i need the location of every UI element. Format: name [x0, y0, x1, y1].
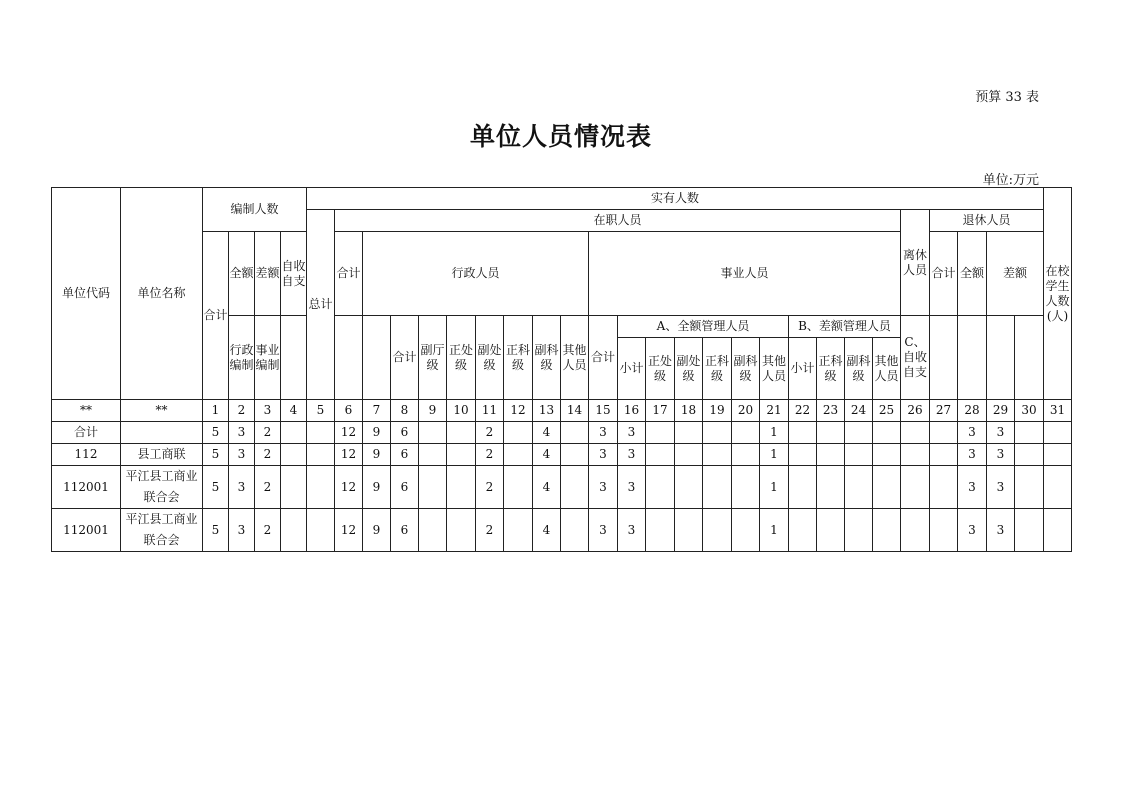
header-xz-heji: 合计 — [391, 316, 419, 400]
header-b-xiaoji: 小计 — [789, 338, 817, 400]
table-cell — [419, 509, 447, 552]
header-sy-heji: 合计 — [589, 316, 618, 400]
table-cell — [646, 422, 675, 444]
table-cell: 2 — [476, 466, 504, 509]
table-cell: 3 — [987, 509, 1015, 552]
table-cell — [675, 422, 703, 444]
header-b-group: B、差额管理人员 — [789, 316, 901, 338]
table-cell — [789, 509, 817, 552]
table-cell — [873, 466, 901, 509]
table-cell — [845, 444, 873, 466]
table-cell: 3 — [987, 422, 1015, 444]
header-shiye: 事业人员 — [589, 232, 901, 316]
table-cell — [703, 422, 732, 444]
header-fu-ting: 副厅级 — [419, 316, 447, 400]
table-cell: 2 — [476, 509, 504, 552]
cell-unit-name — [121, 422, 203, 444]
header-qita: 其他人员 — [561, 316, 589, 400]
column-number: 21 — [760, 400, 789, 422]
table-cell — [901, 444, 930, 466]
table-cell — [817, 444, 845, 466]
column-number: 28 — [958, 400, 987, 422]
table-cell: 6 — [391, 509, 419, 552]
table-cell — [1015, 509, 1044, 552]
table-cell: 1 — [760, 444, 789, 466]
table-cell: 3 — [589, 466, 618, 509]
table-cell — [930, 466, 958, 509]
column-number: ** — [121, 400, 203, 422]
table-cell — [447, 444, 476, 466]
table-cell: 9 — [363, 466, 391, 509]
table-cell — [703, 466, 732, 509]
table-cell — [675, 444, 703, 466]
table-cell — [504, 466, 533, 509]
table-cell: 3 — [589, 422, 618, 444]
table-cell — [845, 509, 873, 552]
table-cell — [703, 444, 732, 466]
table-cell — [930, 509, 958, 552]
table-cell: 12 — [335, 466, 363, 509]
header-a-fu-chu: 副处级 — [675, 338, 703, 400]
table-cell: 3 — [987, 444, 1015, 466]
table-cell — [789, 466, 817, 509]
table-cell: 1 — [760, 422, 789, 444]
table-cell — [281, 444, 307, 466]
table-cell: 4 — [533, 422, 561, 444]
table-cell — [646, 466, 675, 509]
table-cell — [561, 509, 589, 552]
table-cell — [307, 466, 335, 509]
table-cell: 2 — [255, 466, 281, 509]
header-tuixiu-quane: 全额 — [958, 232, 987, 316]
header-a-zheng-ke: 正科级 — [703, 338, 732, 400]
table-cell — [930, 444, 958, 466]
table-cell: 3 — [958, 466, 987, 509]
table-row — [52, 444, 1072, 466]
table-cell: 6 — [391, 422, 419, 444]
column-number: 9 — [419, 400, 447, 422]
table-cell: 4 — [533, 509, 561, 552]
header-a-zheng-chu: 正处级 — [646, 338, 675, 400]
column-number: 20 — [732, 400, 760, 422]
table-cell — [901, 509, 930, 552]
column-number-row — [52, 400, 1072, 422]
table-cell — [873, 444, 901, 466]
header-tuixiu-heji: 合计 — [930, 232, 958, 316]
cell-unit-code: 112 — [52, 444, 121, 466]
table-cell — [789, 422, 817, 444]
table-cell: 3 — [589, 444, 618, 466]
cell-unit-code: 112001 — [52, 509, 121, 552]
column-number: 12 — [504, 400, 533, 422]
table-cell: 3 — [589, 509, 618, 552]
column-number: 1 — [203, 400, 229, 422]
table-cell — [1015, 466, 1044, 509]
table-cell — [419, 466, 447, 509]
table-cell — [1044, 422, 1072, 444]
table-cell: 9 — [363, 422, 391, 444]
header-quan-e: 全额 — [229, 232, 255, 316]
table-cell — [930, 422, 958, 444]
header-a-fu-ke: 副科级 — [732, 338, 760, 400]
table-cell — [901, 466, 930, 509]
header-zaizhi: 在职人员 — [335, 210, 901, 232]
table-cell: 12 — [335, 509, 363, 552]
table-cell — [281, 509, 307, 552]
column-number: 27 — [930, 400, 958, 422]
column-number: 19 — [703, 400, 732, 422]
table-cell — [504, 422, 533, 444]
header-a-xiaoji: 小计 — [618, 338, 646, 400]
header-xingzheng-bianzhi: 行政编制 — [229, 316, 255, 400]
table-cell — [447, 466, 476, 509]
cell-unit-name: 平江县工商业联合会 — [121, 509, 203, 552]
form-number: 预算 33 表 — [975, 90, 1039, 105]
column-number: 10 — [447, 400, 476, 422]
table-cell — [1044, 509, 1072, 552]
table-cell — [732, 466, 760, 509]
table-row — [52, 466, 1072, 509]
table-cell: 3 — [618, 422, 646, 444]
table-cell: 4 — [533, 444, 561, 466]
header-a-group: A、全额管理人员 — [618, 316, 789, 338]
table-cell — [419, 444, 447, 466]
table-cell — [281, 422, 307, 444]
header-zheng-chu: 正处级 — [447, 316, 476, 400]
table-cell — [845, 466, 873, 509]
table-cell: 3 — [958, 444, 987, 466]
table-cell — [646, 509, 675, 552]
column-number: 7 — [363, 400, 391, 422]
table-cell — [817, 466, 845, 509]
header-zongji: 总计 — [307, 210, 335, 400]
column-number: 26 — [901, 400, 930, 422]
column-number: 25 — [873, 400, 901, 422]
table-cell: 4 — [533, 466, 561, 509]
header-tuixiu-chae: 差额 — [987, 232, 1044, 316]
column-number: 14 — [561, 400, 589, 422]
header-zheng-ke: 正科级 — [504, 316, 533, 400]
table-cell: 3 — [987, 466, 1015, 509]
table-cell — [845, 422, 873, 444]
cell-unit-name: 县工商联 — [121, 444, 203, 466]
column-number: 3 — [255, 400, 281, 422]
header-shiye-bianzhi: 事业编制 — [255, 316, 281, 400]
table-cell: 5 — [203, 466, 229, 509]
table-cell — [703, 509, 732, 552]
table-cell — [1044, 466, 1072, 509]
column-number: 22 — [789, 400, 817, 422]
header-b-zheng-ke: 正科级 — [817, 338, 845, 400]
table-cell — [817, 422, 845, 444]
table-cell — [561, 422, 589, 444]
table-cell — [504, 509, 533, 552]
column-number: 6 — [335, 400, 363, 422]
table-cell: 2 — [476, 422, 504, 444]
table-cell — [419, 422, 447, 444]
table-cell: 3 — [618, 444, 646, 466]
table-cell — [675, 509, 703, 552]
table-cell: 3 — [958, 509, 987, 552]
table-cell: 2 — [255, 422, 281, 444]
table-cell — [307, 444, 335, 466]
table-cell: 2 — [476, 444, 504, 466]
cell-unit-code: 112001 — [52, 466, 121, 509]
column-number: 18 — [675, 400, 703, 422]
column-number: 16 — [618, 400, 646, 422]
header-zishou-zizhi: 自收自支 — [281, 232, 307, 316]
table-cell: 12 — [335, 422, 363, 444]
header-unit-name: 单位名称 — [121, 188, 203, 400]
column-number: 4 — [281, 400, 307, 422]
column-number: 15 — [589, 400, 618, 422]
column-number: 11 — [476, 400, 504, 422]
column-number: ** — [52, 400, 121, 422]
table-row — [52, 509, 1072, 552]
table-cell — [732, 444, 760, 466]
header-xingzheng: 行政人员 — [363, 232, 589, 316]
header-fu-chu: 副处级 — [476, 316, 504, 400]
table-row — [52, 422, 1072, 444]
table-cell: 3 — [618, 466, 646, 509]
table-cell — [1044, 444, 1072, 466]
table-cell: 3 — [229, 509, 255, 552]
table-cell — [873, 422, 901, 444]
table-cell — [561, 444, 589, 466]
table-cell — [873, 509, 901, 552]
header-cha-e: 差额 — [255, 232, 281, 316]
table-cell — [281, 466, 307, 509]
header-a-qita: 其他人员 — [760, 338, 789, 400]
table-cell: 1 — [760, 466, 789, 509]
header-bianzhi: 编制人数 — [203, 188, 307, 232]
header-zaizhi-heji: 合计 — [335, 232, 363, 316]
table-cell: 2 — [255, 509, 281, 552]
table-cell: 5 — [203, 444, 229, 466]
table-cell: 3 — [229, 422, 255, 444]
table-cell: 2 — [255, 444, 281, 466]
table-cell — [732, 509, 760, 552]
column-number: 30 — [1015, 400, 1044, 422]
column-number: 2 — [229, 400, 255, 422]
column-number: 24 — [845, 400, 873, 422]
table-cell: 1 — [760, 509, 789, 552]
table-cell: 3 — [229, 466, 255, 509]
cell-unit-code: 合计 — [52, 422, 121, 444]
column-number: 5 — [307, 400, 335, 422]
table-cell: 6 — [391, 466, 419, 509]
table-cell: 5 — [203, 422, 229, 444]
column-number: 23 — [817, 400, 845, 422]
unit-label: 单位:万元 — [982, 173, 1039, 188]
table-cell — [504, 444, 533, 466]
table-cell: 12 — [335, 444, 363, 466]
table-cell — [1015, 444, 1044, 466]
table-cell: 6 — [391, 444, 419, 466]
table-cell — [901, 422, 930, 444]
header-c-group: C、自收自支 — [901, 316, 930, 400]
table-cell — [732, 422, 760, 444]
personnel-table — [51, 187, 1072, 552]
table-cell: 5 — [203, 509, 229, 552]
column-number: 17 — [646, 400, 675, 422]
header-students: 在校学生人数(人) — [1044, 188, 1072, 400]
header-lixiu: 离休人员 — [901, 210, 930, 316]
table-cell — [1015, 422, 1044, 444]
table-cell — [675, 466, 703, 509]
header-shiyou: 实有人数 — [307, 188, 1044, 210]
table-cell — [447, 509, 476, 552]
table-cell — [307, 509, 335, 552]
header-unit-code: 单位代码 — [52, 188, 121, 400]
header-b-fu-ke: 副科级 — [845, 338, 873, 400]
header-b-qita: 其他人员 — [873, 338, 901, 400]
column-number: 31 — [1044, 400, 1072, 422]
table-cell: 3 — [229, 444, 255, 466]
table-cell: 9 — [363, 444, 391, 466]
column-number: 29 — [987, 400, 1015, 422]
table-cell — [447, 422, 476, 444]
column-number: 8 — [391, 400, 419, 422]
header-fu-ke: 副科级 — [533, 316, 561, 400]
table-cell: 3 — [618, 509, 646, 552]
table-cell — [561, 466, 589, 509]
table-cell — [646, 444, 675, 466]
table-cell — [789, 444, 817, 466]
table-cell: 3 — [958, 422, 987, 444]
cell-unit-name: 平江县工商业联合会 — [121, 466, 203, 509]
header-tuixiu: 退休人员 — [930, 210, 1044, 232]
table-cell — [817, 509, 845, 552]
table-cell — [307, 422, 335, 444]
column-number: 13 — [533, 400, 561, 422]
table-cell: 9 — [363, 509, 391, 552]
page-title: 单位人员情况表 — [469, 122, 652, 151]
header-bianzhi-heji: 合计 — [203, 232, 229, 400]
